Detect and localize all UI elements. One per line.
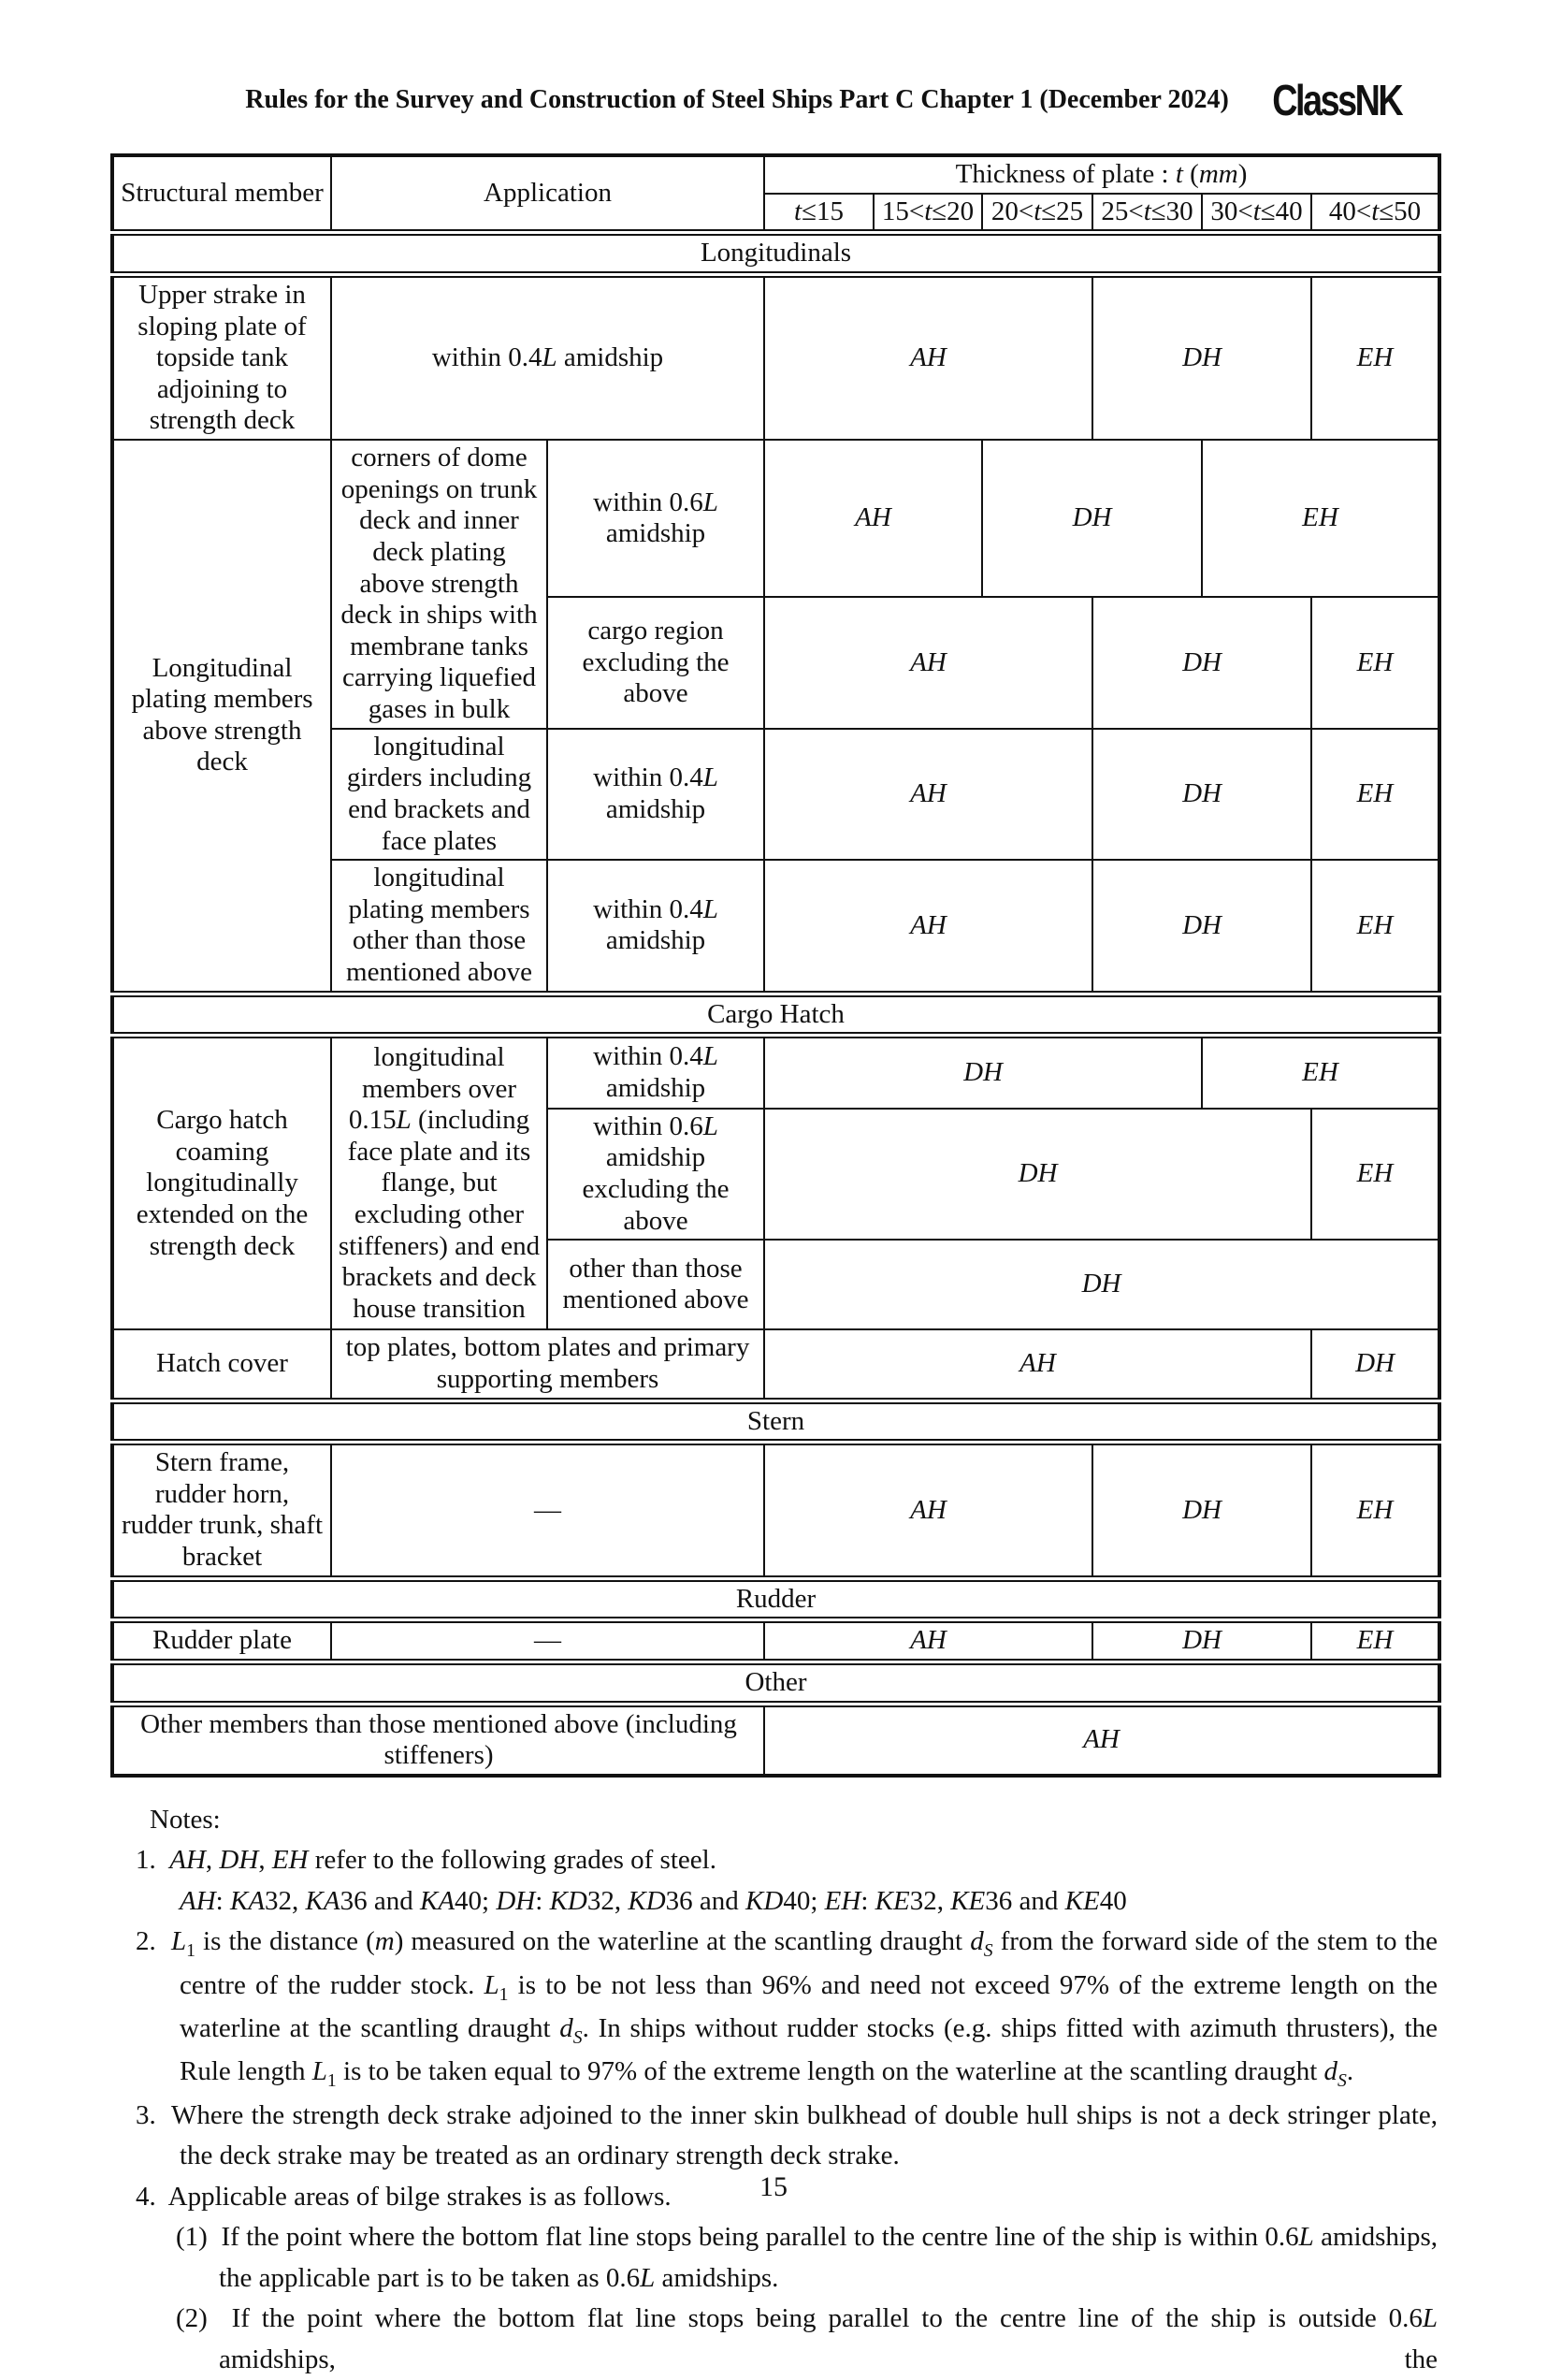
note-item-4-sub-2: (2) If the point where the bottom flat line stops being parallel to the centre line of the ship is outside 0.6L amidships, the [176, 2303, 1438, 2374]
note-item-1: 1. AH, DH, EH refer to the following grades of steel. [136, 1845, 716, 1876]
grade-cell: EH [1202, 1036, 1439, 1109]
grade-cell: AH [764, 274, 1092, 440]
application-cell: longitudinal girders including end brackets and face plates [331, 729, 547, 861]
table-row [112, 274, 1439, 440]
application-cell: within 0.6L amidship excluding the above [547, 1109, 764, 1241]
grade-cell: DH [764, 1240, 1439, 1329]
section-header-rudder: Rudder [112, 1578, 1439, 1620]
table-row [112, 1036, 1439, 1109]
section-header-cargo-hatch: Cargo Hatch [112, 994, 1439, 1036]
application-cell: within 0.6L amidship [547, 440, 764, 597]
section-row [112, 1400, 1439, 1443]
structural-member-cell: Hatch cover [112, 1329, 331, 1400]
application-cell: within 0.4L amidship [547, 860, 764, 994]
application-cell: — [331, 1443, 764, 1579]
column-header-thickness-range: 15<t≤20 [874, 194, 982, 233]
grade-cell: AH [764, 1620, 1092, 1662]
document-title: Rules for the Survey and Construction of Steel Ships Part C Chapter 1 (December 2024) [245, 85, 1229, 114]
structural-member-cell: Stern frame, rudder horn, rudder trunk, shaft bracket [112, 1443, 331, 1579]
grade-cell: AH [764, 1704, 1439, 1776]
grade-cell: DH [1092, 729, 1311, 861]
document-page [0, 76, 1547, 2374]
application-cell: cargo region excluding the above [547, 597, 764, 728]
column-header-thickness-range: 20<t≤25 [982, 194, 1092, 233]
table-row [112, 1620, 1439, 1662]
application-cell: — [331, 1620, 764, 1662]
grade-cell: AH [764, 1443, 1092, 1579]
grade-cell: EH [1311, 729, 1439, 861]
document-header [0, 76, 1401, 124]
column-header-application: Application [331, 155, 764, 233]
grade-cell: EH [1311, 274, 1439, 440]
application-cell: longitudinal members over 0.15L (including face plate and its flange, but excluding other stiffeners) and end brackets and deck house transition [331, 1036, 547, 1330]
note-item-2: 2. $L_1$ is the distance (m) measured on the waterline at the scantling draught $d_S$ from the forward side of the stem to the centre of the rudder stock. $L_1$ is to be not less than 96% and need not exceed 97% of the extreme length on the waterline at the scantling draught $d_S$. In ships without rudder stocks (e.g. ships fitted with azimuth thrusters), the Rule length $L_1$ is to be taken equal to 97% of the extreme length on the waterline at the scantling draught $d_S$. [136, 1926, 1439, 2092]
grade-cell: AH [764, 860, 1092, 994]
table-row [112, 1443, 1439, 1579]
note-item-4: 4. Applicable areas of bilge strakes is as follows. [136, 2181, 672, 2212]
notes-label: Notes: [150, 1804, 221, 1835]
classnk-logo: ClassNK [1272, 76, 1401, 124]
grade-cell: AH [764, 597, 1092, 728]
structural-member-cell: Rudder plate [112, 1620, 331, 1662]
column-header-structural-member: Structural member [112, 155, 331, 233]
grade-cell: EH [1311, 597, 1439, 728]
steel-grade-table [110, 153, 1441, 1778]
grade-cell: DH [764, 1036, 1202, 1109]
section-row [112, 1662, 1439, 1704]
application-cell: top plates, bottom plates and primary supporting members [331, 1329, 764, 1400]
application-cell: longitudinal plating members other than those mentioned above [331, 860, 547, 994]
grade-cell: EH [1311, 860, 1439, 994]
grade-cell: DH [1092, 274, 1311, 440]
table-row [112, 1704, 1439, 1776]
application-cell: within 0.4L amidship [547, 1036, 764, 1109]
grade-cell: EH [1311, 1443, 1439, 1579]
column-header-thickness-range: 30<t≤40 [1202, 194, 1311, 233]
note-item-1-grades: AH: KA32, KA36 and KA40; DH: KD32, KD36 and KD40; EH: KE32, KE36 and KE40 [180, 1885, 1127, 1916]
grade-cell: DH [982, 440, 1202, 597]
application-cell: within 0.4L amidship [547, 729, 764, 861]
grade-cell: EH [1311, 1109, 1439, 1241]
structural-member-cell: Upper strake in sloping plate of topside tank adjoining to strength deck [112, 274, 331, 440]
column-header-thickness: Thickness of plate : t (mm) [764, 155, 1439, 194]
column-header-thickness-range: 25<t≤30 [1092, 194, 1202, 233]
column-header-thickness-range: t≤15 [764, 194, 874, 233]
section-row [112, 994, 1439, 1036]
grade-cell: EH [1202, 440, 1439, 597]
grade-cell: DH [1092, 1620, 1311, 1662]
grade-cell: EH [1311, 1620, 1439, 1662]
note-item-4-sub-1: (1) If the point where the bottom flat line stops being parallel to the centre line of the ship is within 0.6L amidships, the applicable part is to be taken as 0.6L amidships. [176, 2222, 1438, 2293]
grade-cell: AH [764, 1329, 1311, 1400]
column-header-thickness-range: 40<t≤50 [1311, 194, 1439, 233]
application-cell: corners of dome openings on trunk deck and inner deck plating above strength deck in ships with membrane tanks carrying liquefied gases in bulk [331, 440, 547, 729]
structural-member-cell: Other members than those mentioned above (including stiffeners) [112, 1704, 764, 1776]
page-number: 15 [759, 2171, 788, 2202]
table-row [112, 1329, 1439, 1400]
grade-cell: AH [764, 440, 982, 597]
table-body [112, 233, 1439, 1776]
grade-cell: DH [1092, 1443, 1311, 1579]
grade-cell: DH [1092, 597, 1311, 728]
section-header-stern: Stern [112, 1400, 1439, 1443]
section-header-other: Other [112, 1662, 1439, 1704]
grade-cell: DH [1311, 1329, 1439, 1400]
application-cell: within 0.4L amidship [331, 274, 764, 440]
section-header-longitudinals: Longitudinals [112, 233, 1439, 275]
structural-member-cell: Longitudinal plating members above strength deck [112, 440, 331, 994]
note-item-3: 3. Where the strength deck strake adjoined to the inner skin bulkhead of double hull ships is not a deck stringer plate, the deck strake may be treated as an ordinary strength deck strake. [136, 2099, 1438, 2171]
section-row [112, 1578, 1439, 1620]
section-row [112, 233, 1439, 275]
structural-member-cell: Cargo hatch coaming longitudinally extended on the strength deck [112, 1036, 331, 1330]
grade-cell: AH [764, 729, 1092, 861]
notes-section [110, 1800, 1438, 2380]
table-header [112, 155, 1439, 233]
grade-cell: DH [1092, 860, 1311, 994]
grade-cell: DH [764, 1109, 1311, 1241]
table-row [112, 440, 1439, 597]
application-cell: other than those mentioned above [547, 1240, 764, 1329]
